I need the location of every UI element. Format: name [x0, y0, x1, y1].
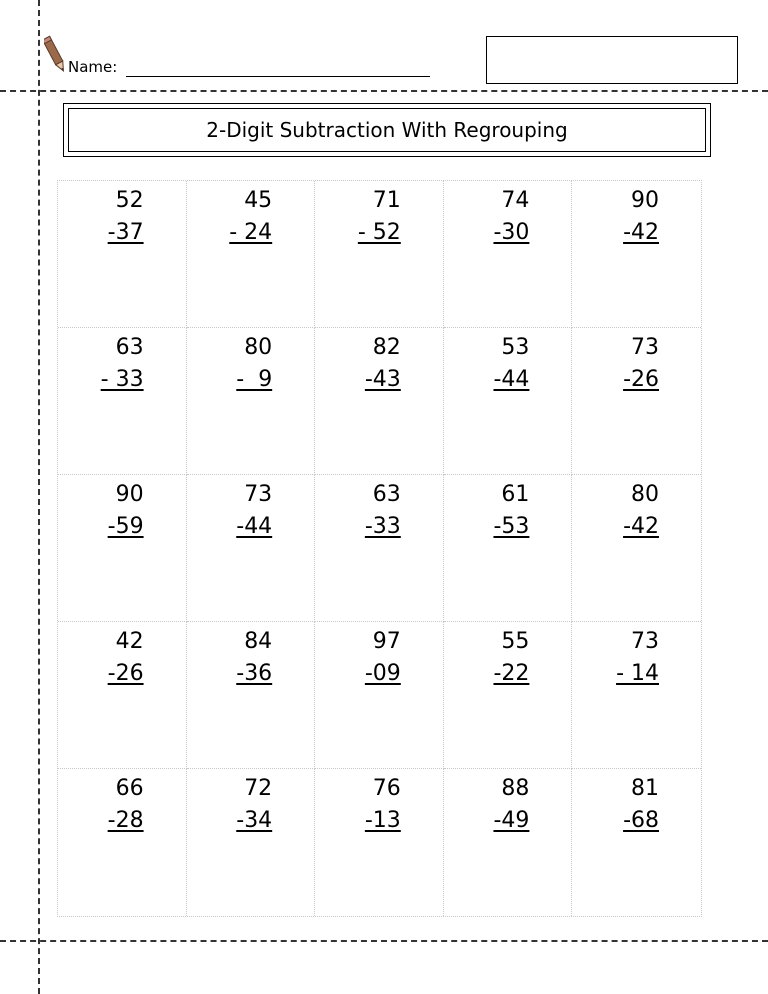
problem [108, 479, 144, 543]
subtrahend: -44 [493, 367, 530, 392]
subtrahend: -09 [364, 661, 401, 686]
subtrahend: -36 [236, 661, 273, 686]
problem [108, 626, 144, 690]
problem [493, 626, 529, 690]
subtrahend: -26 [623, 367, 659, 392]
problem [493, 773, 529, 837]
subtrahend: - 24 [229, 220, 273, 245]
subtrahend: - 14 [616, 661, 659, 686]
problem-cell [58, 622, 187, 769]
minuend: 80 [244, 335, 273, 360]
subtrahend: -26 [107, 661, 144, 686]
minuend: 61 [501, 482, 530, 507]
problem-cell [444, 769, 573, 916]
problem [365, 773, 401, 837]
problem [493, 332, 529, 396]
worksheet-title: 2-Digit Subtraction With Regrouping [68, 108, 706, 152]
minuend: 53 [501, 335, 530, 360]
problem-cell [444, 622, 573, 769]
cut-line-bottom [0, 940, 768, 942]
problem [236, 773, 272, 837]
margin-line-vertical [38, 0, 40, 994]
subtrahend: -44 [236, 514, 273, 539]
problem-cell [315, 769, 444, 916]
problem [236, 479, 272, 543]
problem [236, 626, 272, 690]
name-label: Name: [68, 58, 118, 76]
problem-cell [187, 769, 316, 916]
minuend: 81 [631, 776, 659, 801]
minuend: 52 [115, 188, 144, 213]
subtrahend: -68 [623, 808, 659, 833]
problem [623, 773, 659, 837]
problem-cell [444, 181, 573, 328]
minuend: 72 [244, 776, 273, 801]
problem-cell [315, 622, 444, 769]
title-frame [63, 103, 711, 157]
minuend: 74 [501, 188, 530, 213]
problem-cell [444, 475, 573, 622]
problem [623, 185, 659, 249]
minuend: 63 [115, 335, 144, 360]
minuend: 45 [244, 188, 273, 213]
problem [108, 773, 144, 837]
minuend: 82 [372, 335, 401, 360]
problem-cell [58, 475, 187, 622]
problem-cell [572, 328, 701, 475]
minuend: 55 [501, 629, 530, 654]
subtrahend: -34 [236, 808, 273, 833]
subtrahend: -28 [107, 808, 144, 833]
pencil-icon [44, 34, 66, 76]
problem [365, 626, 401, 690]
problem [101, 332, 144, 396]
problem-cell [444, 328, 573, 475]
problem [365, 332, 401, 396]
minuend: 80 [631, 482, 659, 507]
problem-cell [187, 181, 316, 328]
problem [493, 479, 529, 543]
minuend: 73 [631, 629, 659, 654]
problem-cell [572, 475, 701, 622]
problem [493, 185, 529, 249]
subtrahend: - 52 [357, 220, 401, 245]
cut-line-top [0, 90, 768, 92]
name-field-line[interactable] [126, 76, 430, 77]
problem-cell [187, 475, 316, 622]
minuend: 73 [631, 335, 659, 360]
problem-grid [57, 180, 702, 917]
subtrahend: -30 [493, 220, 530, 245]
subtrahend: -33 [364, 514, 401, 539]
subtrahend: -13 [364, 808, 401, 833]
problem-cell [315, 328, 444, 475]
minuend: 88 [501, 776, 530, 801]
problem-cell [315, 475, 444, 622]
subtrahend: -22 [493, 661, 530, 686]
problem [358, 185, 401, 249]
subtrahend: -42 [623, 220, 659, 245]
problem-cell [187, 328, 316, 475]
minuend: 90 [115, 482, 144, 507]
minuend: 90 [631, 188, 659, 213]
problem [616, 626, 659, 690]
score-box[interactable] [486, 36, 738, 84]
problem [229, 185, 272, 249]
subtrahend: -53 [493, 514, 530, 539]
minuend: 63 [372, 482, 401, 507]
problem-cell [572, 622, 701, 769]
minuend: 66 [115, 776, 144, 801]
problem [623, 332, 659, 396]
minuend: 73 [244, 482, 273, 507]
problem-cell [187, 622, 316, 769]
minuend: 84 [244, 629, 273, 654]
problem-cell [58, 181, 187, 328]
problem-cell [572, 181, 701, 328]
problem [108, 185, 144, 249]
subtrahend: -59 [107, 514, 144, 539]
minuend: 42 [115, 629, 144, 654]
problem-cell [315, 181, 444, 328]
problem-cell [58, 328, 187, 475]
problem-cell [58, 769, 187, 916]
problem [236, 332, 272, 396]
minuend: 71 [372, 188, 401, 213]
problem-cell [572, 769, 701, 916]
subtrahend: -42 [623, 514, 659, 539]
subtrahend: -37 [107, 220, 144, 245]
subtrahend: - 9 [236, 367, 273, 392]
problem [365, 479, 401, 543]
subtrahend: -43 [364, 367, 401, 392]
subtrahend: -49 [493, 808, 530, 833]
problem [623, 479, 659, 543]
subtrahend: - 33 [100, 367, 144, 392]
minuend: 97 [372, 629, 401, 654]
minuend: 76 [372, 776, 401, 801]
